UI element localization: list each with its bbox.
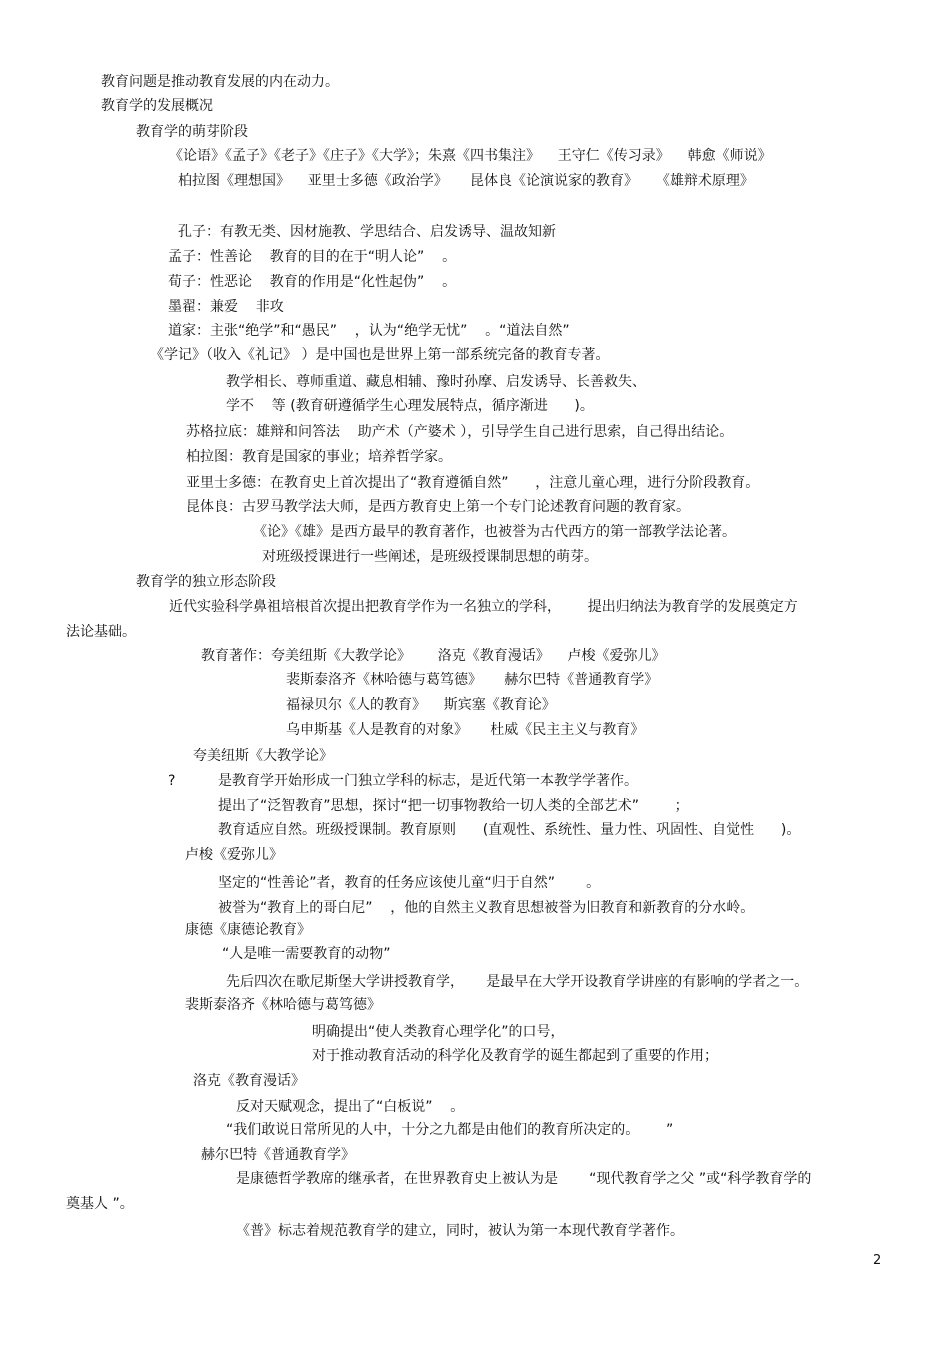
text-line-1: 教育问题是推动教育发展的内在动力。 — [101, 74, 339, 90]
text-line-32: 卢梭《爱弥儿》 — [185, 847, 283, 863]
text-line-30: 提出了“泛智教育”思想，探讨“把一切事物教给一切人类的全部艺术” ； — [218, 798, 689, 814]
text-line-26: 乌申斯基《人是教育的对象》 杜威《民主主义与教育》 — [286, 722, 645, 738]
text-line-6: 孔子：有教无类、因材施教、学思结合、启发诱导、温故知新 — [178, 224, 556, 240]
bullet-mark: ? — [168, 773, 176, 789]
text-line-43: “我们敢说日常所见的人中，十分之九都是由他们的教育所决定的。 ” — [226, 1122, 674, 1138]
text-line-33: 坚定的“性善论”者，教育的任务应该使儿童“归于自然” 。 — [218, 875, 601, 891]
text-line-14: 苏格拉底：雄辩和问答法 助产术（产婆术 ），引导学生自己进行思索，自己得出结论。 — [186, 424, 734, 440]
text-line-10: 道家：主张“绝学”和“愚民” ，认为“绝学无忧” 。“道法自然” — [168, 323, 570, 339]
text-line-38: 裴斯泰洛齐《林哈德与葛笃德》 — [185, 997, 381, 1013]
text-line-25: 福禄贝尔《人的教育》 斯宾塞《教育论》 — [286, 697, 556, 713]
text-line-17: 昆体良：古罗马教学法大师，是西方教育史上第一个专门论述教育问题的教育家。 — [186, 499, 690, 515]
text-line-24: 裴斯泰洛齐《林哈德与葛笃德》 赫尔巴特《普通教育学》 — [286, 672, 659, 688]
text-line-34: 被誉为“教育上的哥白尼” ，他的自然主义教育思想被誉为旧教育和新教育的分水岭。 — [218, 900, 755, 916]
text-line-31: 教育适应自然。班级授课制。教育原则 (直观性、系统性、量力性、巩固性、自觉性 )。 — [218, 822, 801, 838]
text-line-8: 荀子：性恶论 教育的作用是“化性起伪” 。 — [168, 274, 457, 290]
text-line-22: 法论基础。 — [66, 624, 136, 640]
text-line-47: 《普》标志着规范教育学的建立，同时，被认为第一本现代教育学著作。 — [236, 1223, 684, 1239]
text-line-5: 柏拉图《理想国》 亚里士多德《政治学》 昆体良《论演说家的教育》 《雄辩术原理》 — [178, 173, 754, 189]
text-line-45: 是康德哲学教席的继承者，在世界教育史上被认为是 “现代教育学之父 ”或“科学教育学的 — [236, 1171, 812, 1187]
section-heading-development: 教育学的发展概况 — [101, 98, 213, 114]
text-line-13: 学不 等 (教育研遵循学生心理发展特点，循序渐进 )。 — [226, 398, 594, 414]
text-line-9: 墨翟：兼爱 非攻 — [168, 299, 284, 315]
text-line-12: 教学相长、尊师重道、藏息相辅、豫时孙摩、启发诱导、长善救失、 — [226, 374, 646, 390]
text-line-46: 奠基人 ”。 — [66, 1196, 134, 1212]
text-line-15: 柏拉图：教育是国家的事业；培养哲学家。 — [186, 449, 452, 465]
page-number: 2 — [873, 1253, 882, 1268]
text-line-42: 反对天赋观念，提出了“白板说” 。 — [236, 1099, 465, 1115]
text-line-40: 对于推动教育活动的科学化及教育学的诞生都起到了重要的作用； — [312, 1048, 718, 1064]
text-line-19: 对班级授课进行一些阐述，是班级授课制思想的萌芽。 — [262, 549, 598, 565]
text-line-29: 是教育学开始形成一门独立学科的标志，是近代第一本教学学著作。 — [218, 773, 638, 789]
text-line-41: 洛克《教育漫话》 — [193, 1073, 305, 1089]
text-line-44: 赫尔巴特《普通教育学》 — [201, 1147, 355, 1163]
text-line-16: 亚里士多德：在教育史上首次提出了“教育遵循自然” ，注意儿童心理，进行分阶段教育。 — [186, 475, 760, 491]
text-line-23: 教育著作：夸美纽斯《大教学论》 洛克《教育漫话》 卢梭《爱弥儿》 — [201, 648, 666, 664]
text-line-7: 孟子：性善论 教育的目的在于“明人论” 。 — [168, 249, 457, 265]
text-line-27: 夸美纽斯《大教学论》 — [193, 748, 333, 764]
text-line-35: 康德《康德论教育》 — [185, 922, 311, 938]
text-line-18: 《论》《雄》是西方最早的教育著作，也被誉为古代西方的第一部教学法论著。 — [253, 524, 736, 540]
text-line-21: 近代实验科学鼻祖培根首次提出把教育学作为一名独立的学科， 提出归纳法为教育学的发展奠定方 — [169, 599, 798, 615]
subsection-heading-sprout-stage: 教育学的萌芽阶段 — [136, 124, 248, 140]
subsection-heading-independent-stage: 教育学的独立形态阶段 — [136, 574, 276, 590]
text-line-39: 明确提出“使人类教育心理学化”的口号， — [312, 1024, 565, 1040]
text-line-37: 先后四次在歌尼斯堡大学讲授教育学， 是最早在大学开设教育学讲座的有影响的学者之一。 — [226, 974, 809, 990]
text-line-36: “人是唯一需要教育的动物” — [222, 946, 391, 962]
text-line-4: 《论语》《孟子》《老子》《庄子》《大学》；朱熹《四书集注》 王守仁《传习录》 韩愈《师说》 — [169, 148, 772, 164]
text-line-11: 《学记》（收入《礼记》 ）是中国也是世界上第一部系统完备的教育专著。 — [150, 347, 610, 363]
